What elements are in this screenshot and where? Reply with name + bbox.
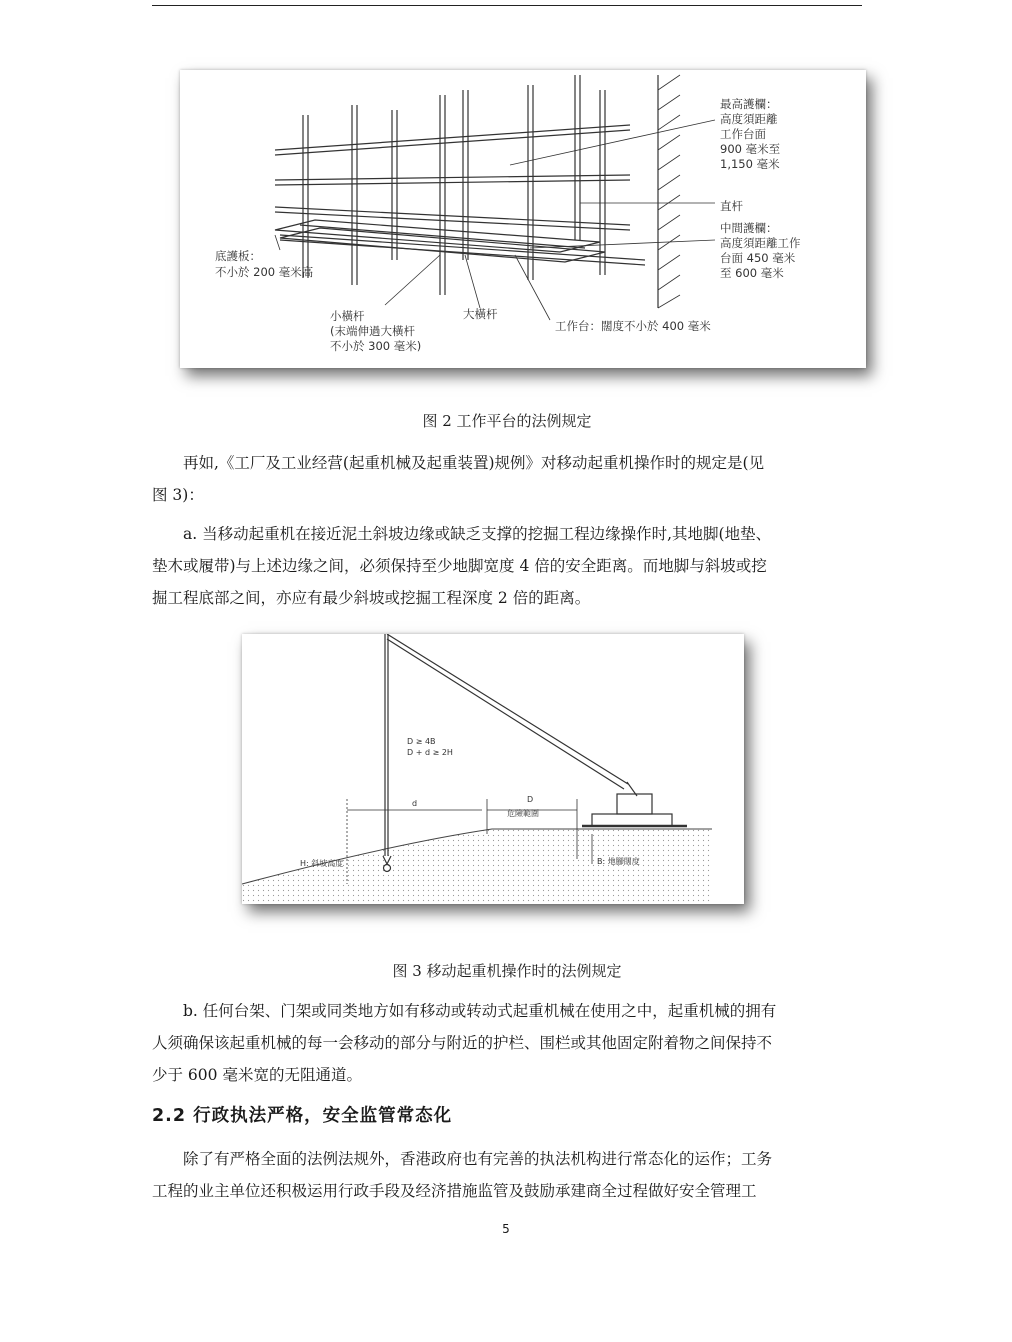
paragraph-line: 除了有严格全面的法例法规外，香港政府也有完善的执法机构进行常态化的运作；工务	[183, 1150, 773, 1168]
label-formula-2: D + d ≥ 2H	[407, 748, 453, 757]
label-ledger: 大橫杆	[463, 307, 498, 321]
paragraph-line: 人须确保该起重机械的每一会移动的部分与附近的护栏、围栏或其他固定附着物之间保持不	[152, 1034, 773, 1052]
label-transom-2: (末端伸過大橫杆	[330, 324, 415, 338]
paragraph-line: 掘工程底部之间，亦应有最少斜坡或挖掘工程深度 2 倍的距离。	[152, 589, 591, 607]
label-top-guardrail-2: 高度須距離	[720, 112, 778, 126]
crane-drawing	[242, 634, 744, 904]
paragraph-line: a. 当移动起重机在接近泥土斜坡边缘或缺乏支撑的挖掘工程边缘操作时,其地脚(地垫、	[183, 525, 772, 543]
paragraph-line: 少于 600 毫米宽的无阻通道。	[152, 1066, 362, 1084]
paragraph-line: b. 任何台架、门架或同类地方如有移动或转动式起重机械在使用之中，起重机械的拥有	[183, 1002, 777, 1020]
label-slope-height: H: 斜坡高度	[300, 859, 344, 868]
label-mid-guardrail-4: 至 600 毫米	[720, 266, 784, 280]
label-top-guardrail-3: 工作台面	[720, 127, 766, 141]
label-outrigger-width: B: 地腳闊度	[597, 857, 640, 866]
scaffold-drawing	[180, 70, 866, 368]
figure-3-caption: 图 3 移动起重机操作时的法例规定	[392, 962, 622, 980]
paragraph-regulation-intro	[152, 447, 862, 511]
label-standard: 直杆	[720, 199, 743, 213]
paragraph-enforcement	[152, 1143, 862, 1207]
paragraph-line: 图 3)：	[152, 486, 204, 504]
figure-3-crane-diagram	[242, 634, 744, 904]
label-d: d	[412, 799, 418, 808]
paragraph-line: 工程的业主单位还积极运用行政手段及经济措施监管及鼓励承建商全过程做好安全管理工	[152, 1182, 757, 1200]
label-top-guardrail-4: 900 毫米至	[720, 142, 781, 156]
figure-2-scaffold-diagram	[180, 70, 866, 368]
label-danger-zone: 危險範圍	[507, 809, 539, 818]
header-rule	[152, 5, 862, 6]
label-toe-board-1: 底護板：	[215, 249, 261, 263]
label-formula-1: D ≥ 4B	[407, 737, 436, 746]
label-transom-1: 小橫杆	[330, 309, 365, 323]
label-transom-3: 不小於 300 毫米)	[330, 339, 422, 353]
page-number: 5	[502, 1222, 510, 1236]
label-toe-board-2: 不小於 200 毫米高	[215, 265, 314, 279]
figure-2-caption: 图 2 工作平台的法例规定	[422, 412, 592, 430]
label-mid-guardrail-1: 中間護欄：	[720, 221, 778, 235]
paragraph-line: 垫木或履带)与上述边缘之间，必须保持至少地脚宽度 4 倍的安全距离。而地脚与斜坡或挖	[152, 557, 767, 575]
section-heading: 2.2 行政执法严格，安全监管常态化	[152, 1106, 453, 1126]
label-mid-guardrail-3: 台面 450 毫米	[720, 251, 796, 265]
paragraph-item-b	[152, 995, 862, 1091]
label-top-guardrail-5: 1,150 毫米	[720, 157, 780, 171]
paragraph-line: 再如,《工厂及工业经营(起重机械及起重装置)规例》对移动起重机操作时的规定是(见	[183, 454, 765, 472]
label-platform: 工作台：闊度不小於 400 毫米	[555, 319, 711, 333]
paragraph-item-a	[152, 518, 862, 614]
label-D: D	[527, 795, 534, 804]
label-top-guardrail-1: 最高護欄：	[720, 97, 778, 111]
label-mid-guardrail-2: 高度須距離工作	[720, 236, 801, 250]
